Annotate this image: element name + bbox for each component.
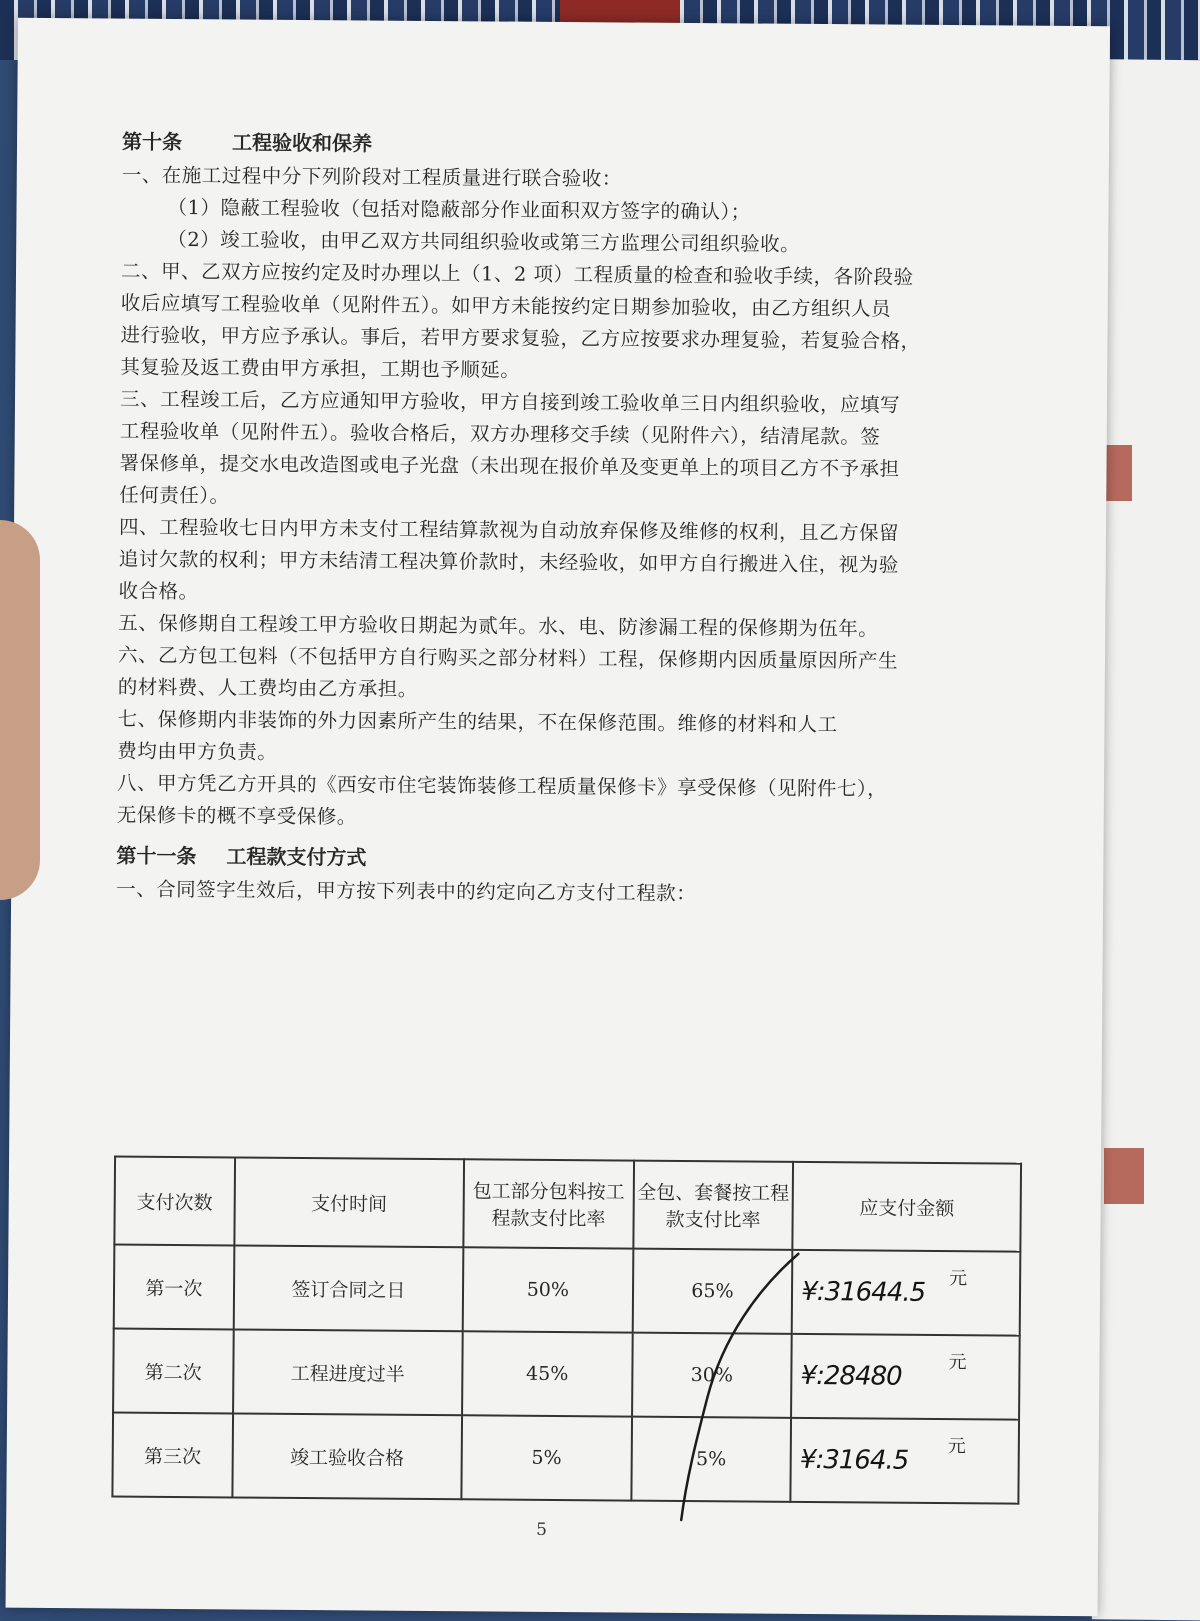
article-title: 工程款支付方式 (226, 844, 367, 870)
payment-order: 第一次 (114, 1245, 234, 1330)
clause-line: （2）竣工验收，由甲乙双方共同组织验收或第三方监理公司组织验收。 (167, 227, 801, 256)
clause-line: 的材料费、人工费均由乙方承担。 (117, 675, 418, 701)
article-title: 工程验收和保养 (231, 130, 373, 156)
clause-line: 追讨欠款的权利；甲方未结清工程决算价款时，未经验收，如甲方自行搬进入住，视为验 (118, 547, 899, 577)
rate-partial: 5% (461, 1415, 631, 1500)
clause-line: 一、合同签字生效后，甲方按下列表中的约定向乙方支付工程款： (116, 877, 697, 906)
header-cell: 包工部分包料按工程款支付比率 (463, 1159, 633, 1248)
header-cell: 全包、套餐按工程款支付比率 (633, 1161, 793, 1250)
document-page (6, 18, 1110, 1617)
page-number: 5 (536, 1519, 548, 1540)
table-row (114, 1245, 1021, 1336)
clause-line: 二、甲、乙双方应按约定及时办理以上（1、2 项）工程质量的检查和验收手续，各阶段验 (120, 259, 914, 289)
table-row (112, 1413, 1019, 1504)
clause-line: 一、在施工过程中分下列阶段对工程质量进行联合验收： (121, 163, 622, 191)
handwritten-amount: ¥:3164.5 (799, 1444, 909, 1476)
payment-table (111, 1156, 1022, 1505)
clause-line: 费均由甲方负责。 (117, 739, 278, 764)
amount-unit: 元 (949, 1268, 968, 1290)
amount-cell (791, 1334, 1019, 1420)
clause-line: （1）隐蔽工程验收（包括对隐蔽部分作业面积双方签字的确认）； (167, 195, 751, 224)
clause-line: 工程验收单（见附件五）。验收合格后，双方办理移交手续（见附件六），结清尾款。签 (119, 419, 881, 449)
amount-cell (791, 1418, 1019, 1504)
article-number: 第十一条 (116, 843, 197, 869)
clause-line: 其复验及返工费由甲方承担，工期也予顺延。 (120, 355, 521, 382)
table-row (113, 1329, 1020, 1420)
page-content (116, 124, 1032, 913)
clause-line: 五、保修期自工程竣工甲方验收日期起为贰年。水、电、防渗漏工程的保修期为伍年。 (118, 611, 879, 641)
amount-unit: 元 (947, 1436, 966, 1458)
clause-line: 三、工程竣工后，乙方应通知甲方验收，甲方自接到竣工验收单三日内组织验收，应填写 (119, 387, 901, 417)
table-header-row (114, 1157, 1021, 1252)
rate-partial: 45% (462, 1331, 632, 1416)
clause-line: 八、甲方凭乙方开具的《西安市住宅装饰装修工程质量保修卡》享受保修（见附件七）， (116, 771, 888, 801)
header-cell: 支付时间 (234, 1157, 464, 1247)
amount-unit: 元 (948, 1352, 967, 1374)
payment-time: 竣工验收合格 (232, 1413, 462, 1499)
article-number: 第十条 (121, 129, 183, 155)
clause-line: 进行验收，甲方应予承认。事后，若甲方要求复验，乙方应按要求办理复验，若复验合格， (120, 323, 921, 353)
payment-time: 签订合同之日 (233, 1245, 463, 1331)
thumb (0, 520, 40, 900)
adjacent-page (1092, 59, 1200, 1620)
handwritten-amount: ¥:31644.5 (801, 1276, 926, 1308)
rate-full: 65% (632, 1249, 792, 1334)
payment-time: 工程进度过半 (233, 1329, 463, 1415)
payment-order: 第三次 (112, 1413, 232, 1498)
clause-line: 七、保修期内非装饰的外力因素所产生的结果，不在保修范围。维修的材料和人工 (117, 707, 838, 737)
payment-order: 第二次 (113, 1329, 233, 1414)
clause-line: 六、乙方包工包料（不包括甲方自行购买之部分材料）工程，保修期内因质量原因所产生 (117, 643, 899, 673)
clause-line: 收后应填写工程验收单（见附件五）。如甲方未能按约定日期参加验收，由乙方组织人员 (120, 291, 892, 321)
header-cell: 应支付金额 (793, 1162, 1021, 1252)
clause-line: 收合格。 (118, 579, 199, 604)
rate-full: 5% (631, 1417, 791, 1502)
clause-line: 无保修卡的概不享受保修。 (116, 803, 357, 829)
handwritten-amount: ¥:28480 (800, 1360, 902, 1392)
rate-partial: 50% (463, 1247, 633, 1332)
amount-cell (792, 1250, 1020, 1336)
header-cell: 支付次数 (114, 1157, 234, 1246)
page-tab-marker (1104, 1148, 1144, 1204)
clause-line: 任何责任）。 (119, 483, 230, 508)
rate-full: 30% (632, 1333, 792, 1418)
clause-line: 署保修单，提交水电改造图或电子光盘（未出现在报价单及变更单上的项目乙方不予承担 (119, 451, 900, 481)
clause-line: 四、工程验收七日内甲方未支付工程结算款视为自动放弃保修及维修的权利，且乙方保留 (118, 515, 900, 545)
